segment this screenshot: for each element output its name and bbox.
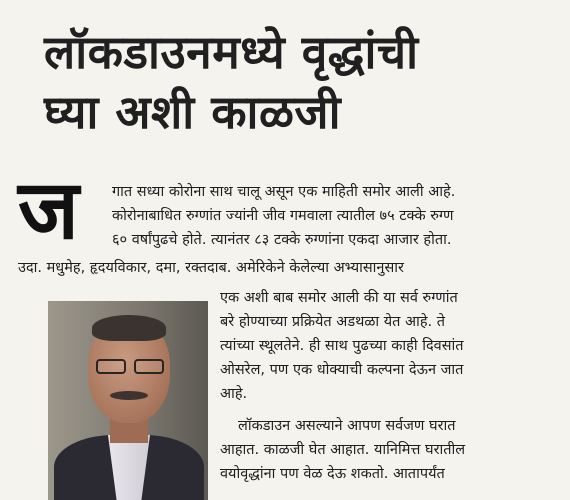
body-line: ओसरेल, पण एक धोक्याची कल्पना देऊन जात — [220, 362, 464, 378]
headline-line-1: लॉकडाउनमध्ये वृद्धांची — [44, 25, 419, 79]
body-line: कोरोनाबाधित रुग्णांत ज्यांनी जीव गमवाला त्यातील ७५ टक्के रुग्ण — [112, 208, 454, 224]
glasses-icon — [94, 359, 166, 375]
body-line: उदा. मधुमेह, हृदयविकार, दमा, रक्तदाब. अमेरिकेने केलेल्या अभ्यासानुसार — [18, 260, 404, 276]
body-line: ६० वर्षांपुढचे होते. त्यानंतर ८३ टक्के रुग्णांना एकदा आजार होता. — [112, 232, 452, 248]
author-photo — [48, 301, 208, 500]
drop-cap: ज — [18, 163, 79, 258]
body-line: गात सध्या कोरोना साथ चालू असून एक माहिती समोर आली आहे. — [112, 184, 456, 200]
body-line: आहात. काळजी घेत आहात. यानिमित्त घरातील — [220, 442, 466, 458]
body-line: वयोवृद्धांना पण वेळ देऊ शकतो. आतापर्यंत — [220, 466, 445, 482]
body-line: बरे होण्याच्या प्रक्रियेत अडथळा येत आहे. ते — [220, 314, 446, 330]
body-line: एक अशी बाब समोर आली की या सर्व रुग्णांत — [220, 290, 458, 306]
body-line: आहे. — [220, 386, 248, 402]
body-line: त्यांच्या स्थूलतेने. ही साथ पुढच्या काही दिवसांत — [220, 338, 464, 354]
headline-line-2: घ्या अशी काळजी — [44, 85, 341, 139]
headline — [44, 22, 544, 142]
body-line: लॉकडाउन असल्याने आपण सर्वजण घरात — [238, 418, 456, 434]
